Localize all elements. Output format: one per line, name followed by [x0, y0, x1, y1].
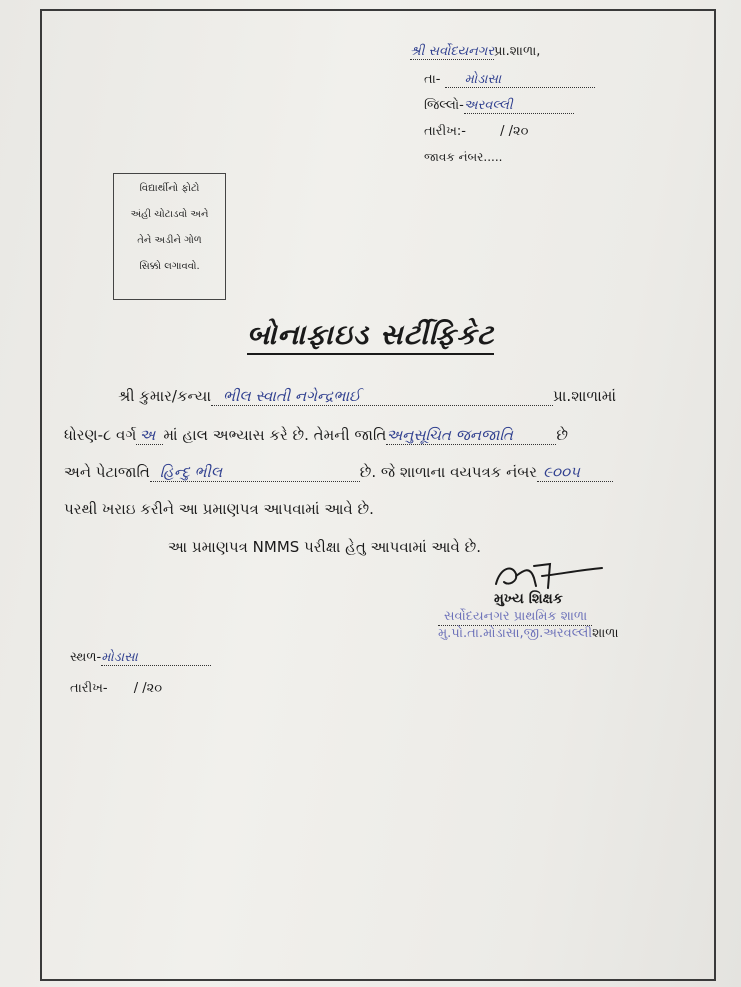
register-number: ૯૦૦૫: [537, 463, 613, 482]
body-line-2: [64, 426, 568, 445]
district-line: [424, 98, 574, 114]
footer-date-label: તારીખ-: [70, 681, 108, 696]
subcaste-prefix: અને પેટાજાતિ: [64, 463, 150, 481]
class-division: અ: [136, 426, 163, 445]
header-date-label: તારીખ:-: [424, 124, 466, 139]
photo-instruction-line: વિદ્યાર્થીનો ફોટો: [139, 183, 200, 194]
outward-number: જાવક નંબર.....: [424, 150, 503, 164]
footer-date-value: / /૨૦: [133, 681, 163, 696]
photo-instruction-line: અંહી ચોટાડવો અને: [130, 209, 209, 220]
taluka-line: [424, 72, 595, 88]
register-text: છે. જે શાળાના વયપત્રક નંબર: [359, 463, 538, 481]
school-name-line: [410, 44, 540, 59]
subcaste-value: હિન્દુ ભીલ: [150, 463, 360, 482]
standard-prefix: ધોરણ-૮ વર્ગ: [64, 426, 137, 444]
school-name-handwritten: શ્રી સર્વોદયનગર: [410, 44, 495, 59]
caste-suffix: છે: [556, 426, 568, 444]
district-value: અરવલ્લી: [464, 98, 574, 114]
photo-placeholder-box: [113, 173, 226, 300]
header-date-value: / /૨૦: [500, 124, 529, 139]
certificate-border: [40, 9, 716, 981]
certificate-title-text: બોનાફાઇડ સર્ટીફિકેટ: [247, 318, 495, 355]
student-prefix: શ્રી કુમાર/કન્યા: [118, 387, 212, 405]
photo-instruction-line: તેને અડીને ગોળ: [137, 235, 202, 246]
school-suffix: પ્રા.શાળા,: [494, 44, 541, 59]
school-stamp-line-2: મુ.પો.તા.મોડાસા,જી.અરવલ્લી: [438, 626, 593, 641]
body-line-1: [118, 387, 616, 406]
body-line-3: [64, 463, 613, 482]
principal-role: મુખ્ય શિક્ષક: [494, 591, 563, 607]
taluka-label: તા-: [424, 72, 441, 87]
taluka-value: મોડાસા: [445, 72, 595, 88]
signature-school-suffix: શાળા: [592, 626, 619, 641]
study-text: માં હાલ અભ્યાસ કરે છે. તેમની જાતિ: [163, 426, 387, 444]
certificate-title: [0, 318, 741, 352]
body-line-4: પરથી ખરાઇ કરીને આ પ્રમાણપત્ર આપવામાં આવે છે.: [64, 500, 374, 518]
caste-value: અનુસૂચિત જનજાતિ: [386, 426, 556, 445]
stamp-address-line: [438, 626, 619, 641]
footer-date-line: [70, 681, 162, 696]
school-stamp-line-1: સર્વોદયનગર પ્રાથમિક શાળા: [444, 609, 588, 624]
photo-instruction-line: સિક્કો લગાવવો.: [139, 261, 200, 272]
district-label: જિલ્લો-: [424, 98, 464, 113]
place-value: મોડાસા: [101, 650, 211, 666]
school-suffix-body: પ્રા.શાળામાં: [553, 387, 617, 405]
header-date-line: [424, 124, 529, 139]
place-line: [70, 650, 211, 666]
student-name: ભીલ સ્વાતી નગેન્દ્રભાઈ: [211, 387, 553, 406]
body-line-5-nmms: આ પ્રમાણપત્ર NMMS પરીક્ષા હેતુ આપવામાં આવે છે.: [168, 538, 481, 556]
place-label: સ્થળ-: [70, 650, 102, 665]
